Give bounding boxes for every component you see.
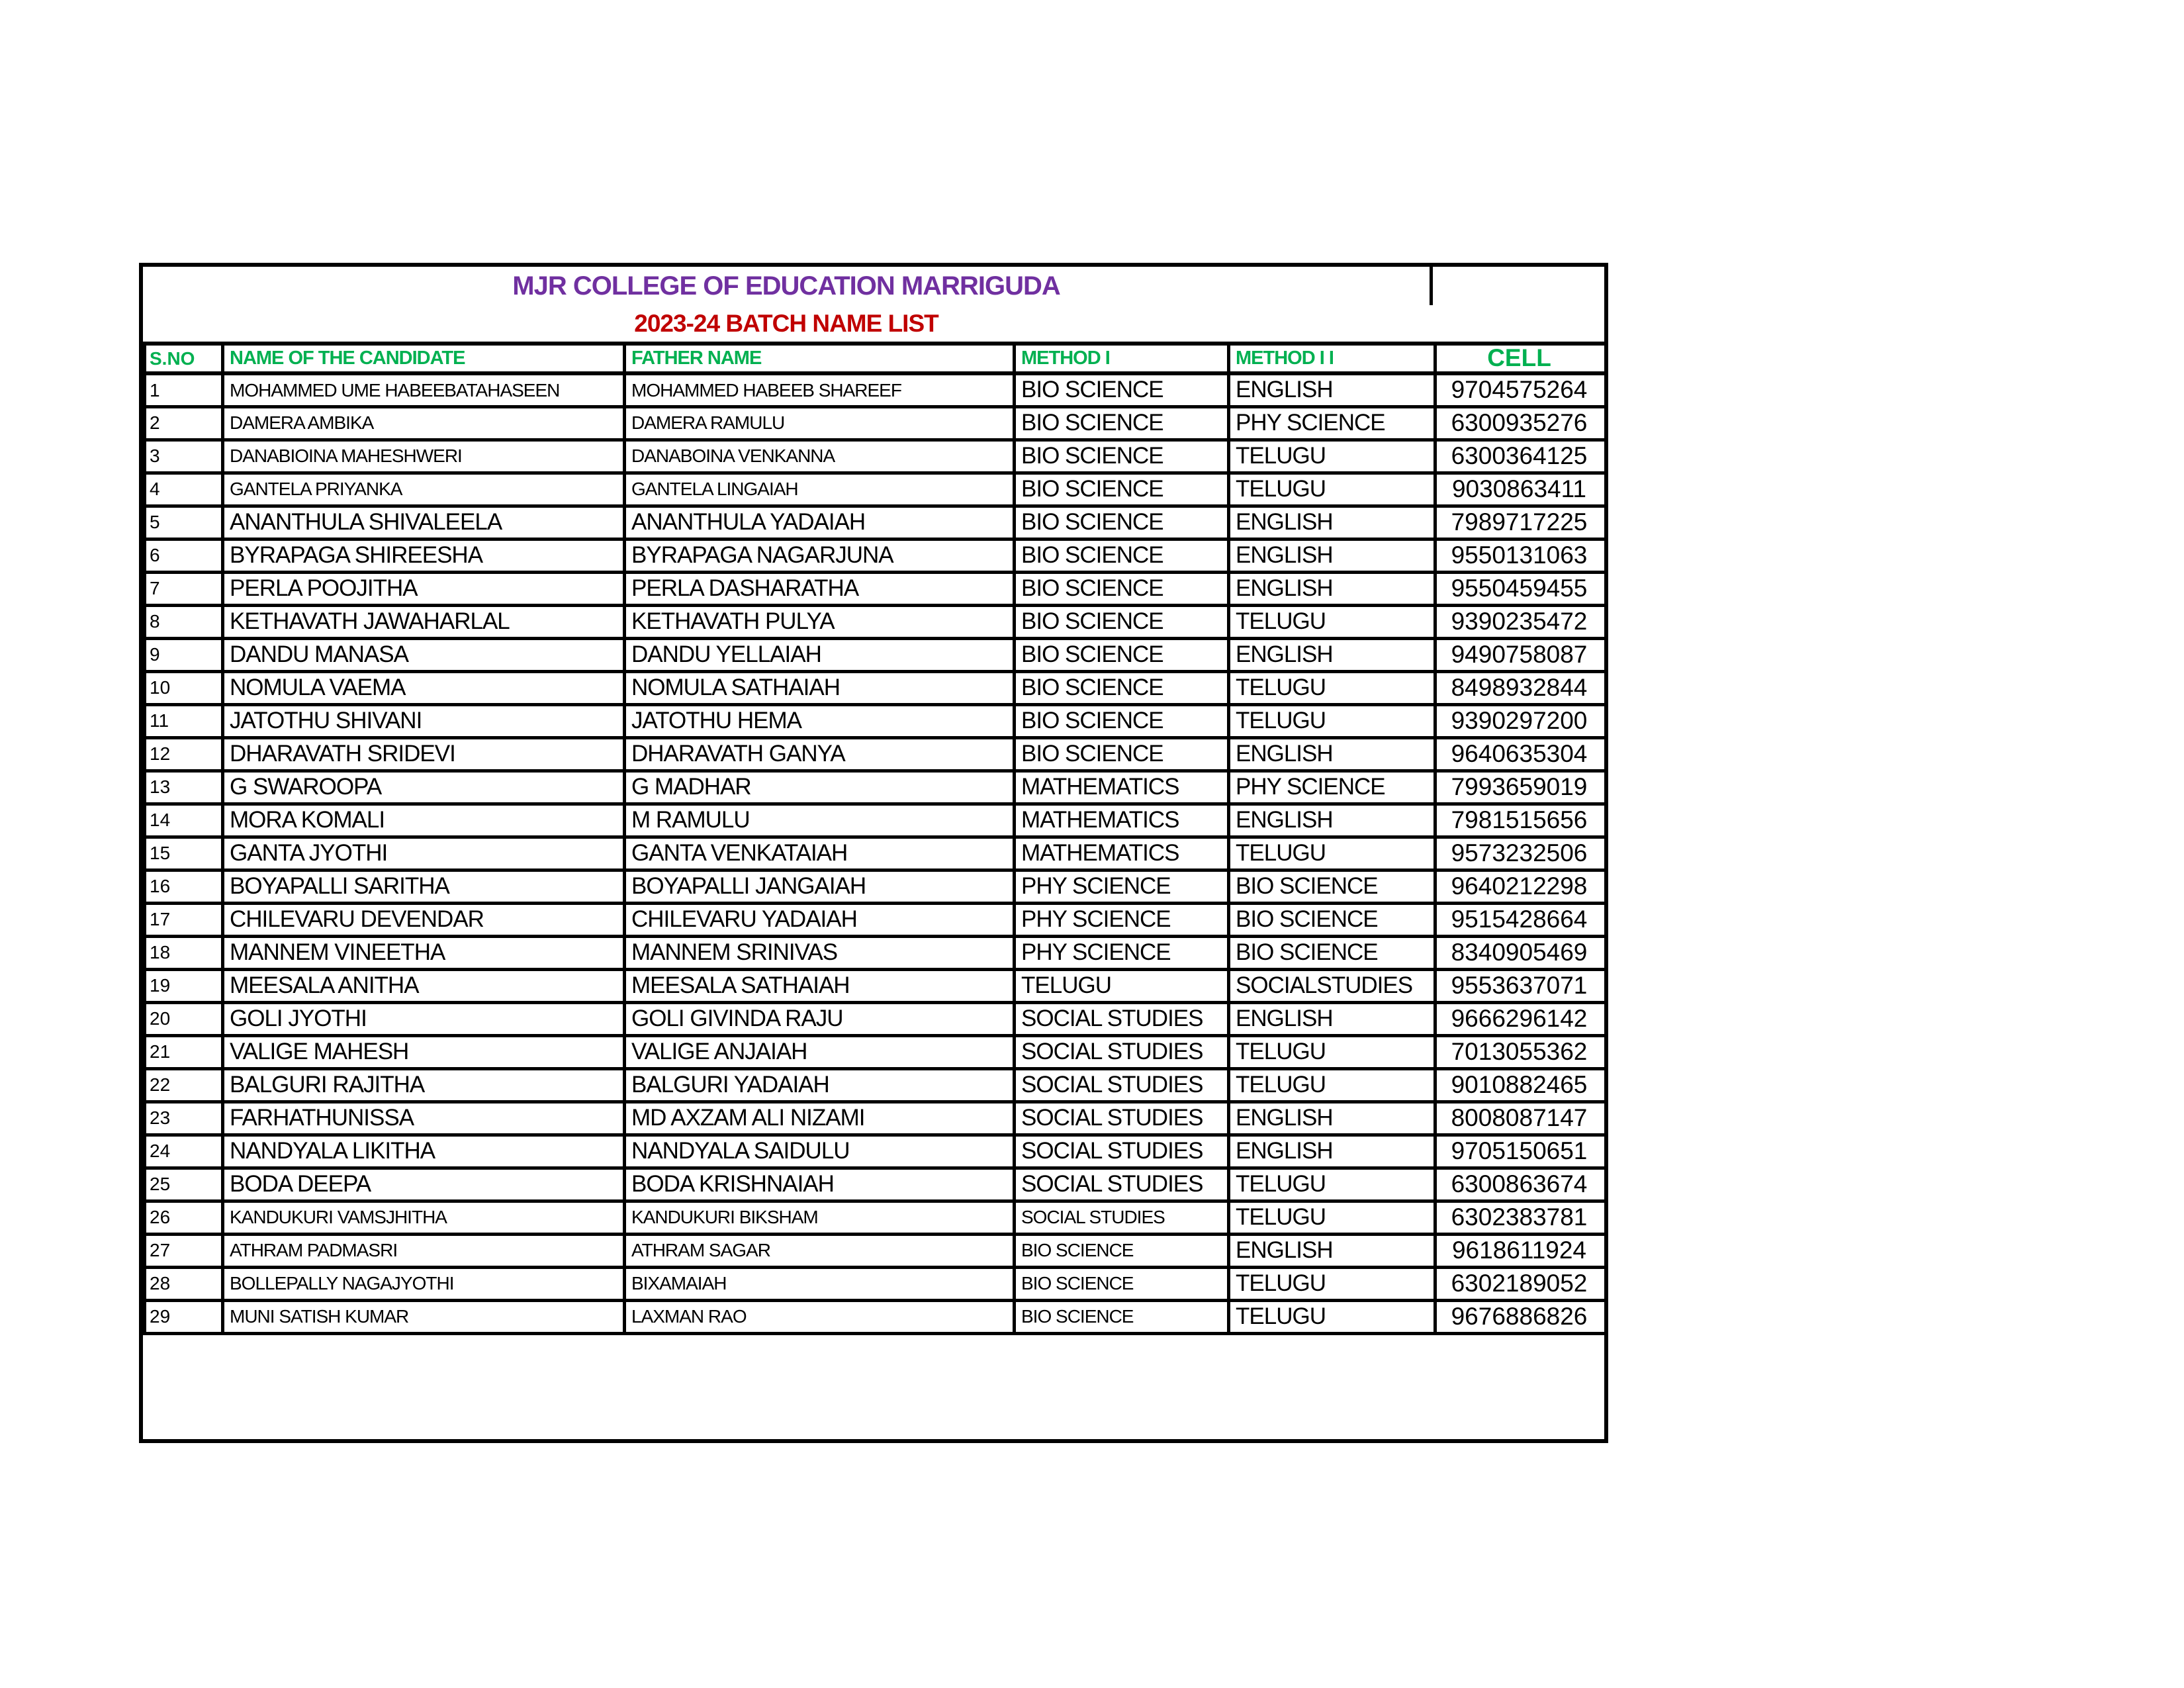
cell-method1: SOCIAL STUDIES	[1015, 1201, 1229, 1234]
table-row	[145, 804, 1606, 837]
cell-phone-number: 6300364125	[1435, 440, 1606, 473]
cell-candidate-name: BODA DEEPA	[223, 1168, 625, 1201]
cell-candidate-name: BOLLEPALLY NAGAJYOTHI	[223, 1267, 625, 1300]
cell-phone-number: 9550131063	[1435, 539, 1606, 572]
cell-method2: TELUGU	[1229, 837, 1435, 870]
cell-method2: ENGLISH	[1229, 373, 1435, 406]
cell-phone-number: 9553637071	[1435, 969, 1606, 1002]
table-row	[145, 1201, 1606, 1234]
cell-method1: BIO SCIENCE	[1015, 539, 1229, 572]
batch-table	[143, 342, 1608, 1335]
cell-method1: PHY SCIENCE	[1015, 903, 1229, 936]
cell-father-name: DANDU YELLAIAH	[625, 638, 1015, 671]
cell-candidate-name: GANTELA PRIYANKA	[223, 473, 625, 506]
cell-father-name: M RAMULU	[625, 804, 1015, 837]
cell-candidate-name: GOLI JYOTHI	[223, 1002, 625, 1035]
cell-candidate-name: GANTA JYOTHI	[223, 837, 625, 870]
cell-method2: PHY SCIENCE	[1229, 771, 1435, 804]
cell-method2: TELUGU	[1229, 1300, 1435, 1333]
cell-phone-number: 7989717225	[1435, 506, 1606, 539]
cell-candidate-name: MEESALA ANITHA	[223, 969, 625, 1002]
batch-title: 2023-24 BATCH NAME LIST	[634, 309, 938, 337]
cell-method1: BIO SCIENCE	[1015, 638, 1229, 671]
cell-method2: ENGLISH	[1229, 1102, 1435, 1135]
cell-candidate-name: JATOTHU SHIVANI	[223, 704, 625, 737]
cell-method2: ENGLISH	[1229, 539, 1435, 572]
column-header-method1: METHOD I	[1015, 344, 1229, 373]
cell-phone-number: 9640635304	[1435, 737, 1606, 771]
cell-method2: TELUGU	[1229, 704, 1435, 737]
cell-phone-number: 7981515656	[1435, 804, 1606, 837]
table-row	[145, 1135, 1606, 1168]
cell-father-name: KANDUKURI BIKSHAM	[625, 1201, 1015, 1234]
cell-phone-number: 9573232506	[1435, 837, 1606, 870]
cell-father-name: NANDYALA SAIDULU	[625, 1135, 1015, 1168]
batch-name-list-sheet	[139, 263, 1608, 1443]
cell-father-name: ANANTHULA YADAIAH	[625, 506, 1015, 539]
cell-father-name: VALIGE ANJAIAH	[625, 1035, 1015, 1068]
cell-method1: BIO SCIENCE	[1015, 473, 1229, 506]
table-row	[145, 1068, 1606, 1102]
cell-phone-number: 8340905469	[1435, 936, 1606, 969]
cell-method1: SOCIAL STUDIES	[1015, 1002, 1229, 1035]
table-row	[145, 572, 1606, 605]
cell-sno: 29	[145, 1300, 223, 1333]
cell-candidate-name: DANABIOINA MAHESHWERI	[223, 440, 625, 473]
cell-method2: TELUGU	[1229, 1201, 1435, 1234]
cell-sno: 8	[145, 605, 223, 638]
cell-sno: 14	[145, 804, 223, 837]
cell-sno: 17	[145, 903, 223, 936]
table-row	[145, 638, 1606, 671]
table-row	[145, 903, 1606, 936]
cell-sno: 11	[145, 704, 223, 737]
cell-phone-number: 9030863411	[1435, 473, 1606, 506]
cell-father-name: CHILEVARU YADAIAH	[625, 903, 1015, 936]
cell-method1: SOCIAL STUDIES	[1015, 1135, 1229, 1168]
cell-sno: 20	[145, 1002, 223, 1035]
cell-father-name: GANTA VENKATAIAH	[625, 837, 1015, 870]
cell-sno: 15	[145, 837, 223, 870]
cell-candidate-name: ATHRAM PADMASRI	[223, 1234, 625, 1267]
cell-method2: SOCIALSTUDIES	[1229, 969, 1435, 1002]
cell-candidate-name: MUNI SATISH KUMAR	[223, 1300, 625, 1333]
cell-candidate-name: MORA KOMALI	[223, 804, 625, 837]
cell-father-name: BOYAPALLI JANGAIAH	[625, 870, 1015, 903]
table-row	[145, 936, 1606, 969]
cell-father-name: BIXAMAIAH	[625, 1267, 1015, 1300]
table-row	[145, 506, 1606, 539]
cell-phone-number: 7993659019	[1435, 771, 1606, 804]
cell-sno: 25	[145, 1168, 223, 1201]
cell-method1: BIO SCIENCE	[1015, 440, 1229, 473]
cell-candidate-name: NOMULA VAEMA	[223, 671, 625, 704]
cell-father-name: LAXMAN RAO	[625, 1300, 1015, 1333]
cell-father-name: ATHRAM SAGAR	[625, 1234, 1015, 1267]
cell-candidate-name: MOHAMMED UME HABEEBATAHASEEN	[223, 373, 625, 406]
column-header-candidate: NAME OF THE CANDIDATE	[223, 344, 625, 373]
cell-phone-number: 9640212298	[1435, 870, 1606, 903]
cell-father-name: BODA KRISHNAIAH	[625, 1168, 1015, 1201]
cell-phone-number: 6300935276	[1435, 406, 1606, 440]
cell-method1: BIO SCIENCE	[1015, 704, 1229, 737]
cell-method2: TELUGU	[1229, 473, 1435, 506]
cell-phone-number: 9676886826	[1435, 1300, 1606, 1333]
column-header-cell: CELL	[1435, 344, 1606, 373]
cell-sno: 13	[145, 771, 223, 804]
table-row	[145, 1168, 1606, 1201]
cell-candidate-name: KETHAVATH JAWAHARLAL	[223, 605, 625, 638]
cell-sno: 23	[145, 1102, 223, 1135]
cell-method1: BIO SCIENCE	[1015, 1234, 1229, 1267]
cell-sno: 9	[145, 638, 223, 671]
cell-candidate-name: ANANTHULA SHIVALEELA	[223, 506, 625, 539]
cell-phone-number: 6302189052	[1435, 1267, 1606, 1300]
cell-method1: BIO SCIENCE	[1015, 572, 1229, 605]
cell-phone-number: 9390235472	[1435, 605, 1606, 638]
table-row	[145, 406, 1606, 440]
cell-candidate-name: BYRAPAGA SHIREESHA	[223, 539, 625, 572]
cell-method1: SOCIAL STUDIES	[1015, 1168, 1229, 1201]
cell-father-name: PERLA DASHARATHA	[625, 572, 1015, 605]
cell-candidate-name: BOYAPALLI SARITHA	[223, 870, 625, 903]
cell-method1: PHY SCIENCE	[1015, 870, 1229, 903]
cell-method1: BIO SCIENCE	[1015, 1267, 1229, 1300]
cell-phone-number: 9704575264	[1435, 373, 1606, 406]
cell-method1: TELUGU	[1015, 969, 1229, 1002]
cell-phone-number: 9515428664	[1435, 903, 1606, 936]
cell-father-name: MANNEM SRINIVAS	[625, 936, 1015, 969]
cell-sno: 4	[145, 473, 223, 506]
cell-phone-number: 7013055362	[1435, 1035, 1606, 1068]
cell-sno: 12	[145, 737, 223, 771]
cell-method1: MATHEMATICS	[1015, 804, 1229, 837]
cell-method2: ENGLISH	[1229, 572, 1435, 605]
cell-method1: MATHEMATICS	[1015, 771, 1229, 804]
cell-phone-number: 9390297200	[1435, 704, 1606, 737]
cell-method2: ENGLISH	[1229, 1135, 1435, 1168]
cell-father-name: BYRAPAGA NAGARJUNA	[625, 539, 1015, 572]
table-row	[145, 1035, 1606, 1068]
cell-method2: ENGLISH	[1229, 638, 1435, 671]
cell-method2: TELUGU	[1229, 671, 1435, 704]
cell-sno: 5	[145, 506, 223, 539]
cell-father-name: GOLI GIVINDA RAJU	[625, 1002, 1015, 1035]
cell-method2: BIO SCIENCE	[1229, 936, 1435, 969]
cell-father-name: JATOTHU HEMA	[625, 704, 1015, 737]
cell-method2: TELUGU	[1229, 440, 1435, 473]
cell-father-name: DAMERA RAMULU	[625, 406, 1015, 440]
table-row	[145, 373, 1606, 406]
title-cell-column-divider	[1430, 267, 1433, 305]
table-row	[145, 440, 1606, 473]
cell-method2: TELUGU	[1229, 1267, 1435, 1300]
table-row	[145, 1002, 1606, 1035]
cell-sno: 21	[145, 1035, 223, 1068]
cell-phone-number: 9666296142	[1435, 1002, 1606, 1035]
column-header-sno: S.NO	[145, 344, 223, 373]
college-title: MJR COLLEGE OF EDUCATION MARRIGUDA	[512, 271, 1060, 301]
cell-candidate-name: KANDUKURI VAMSJHITHA	[223, 1201, 625, 1234]
cell-method2: ENGLISH	[1229, 737, 1435, 771]
cell-phone-number: 9010882465	[1435, 1068, 1606, 1102]
cell-candidate-name: CHILEVARU DEVENDAR	[223, 903, 625, 936]
cell-father-name: BALGURI YADAIAH	[625, 1068, 1015, 1102]
cell-method1: BIO SCIENCE	[1015, 671, 1229, 704]
cell-method1: MATHEMATICS	[1015, 837, 1229, 870]
cell-father-name: MD AXZAM ALI NIZAMI	[625, 1102, 1015, 1135]
cell-phone-number: 6300863674	[1435, 1168, 1606, 1201]
cell-method1: BIO SCIENCE	[1015, 737, 1229, 771]
cell-sno: 27	[145, 1234, 223, 1267]
cell-sno: 3	[145, 440, 223, 473]
table-row	[145, 870, 1606, 903]
table-row	[145, 605, 1606, 638]
cell-candidate-name: VALIGE MAHESH	[223, 1035, 625, 1068]
table-row	[145, 671, 1606, 704]
header-row	[145, 344, 1606, 373]
cell-phone-number: 9490758087	[1435, 638, 1606, 671]
table-row	[145, 1300, 1606, 1333]
cell-sno: 7	[145, 572, 223, 605]
cell-phone-number: 9550459455	[1435, 572, 1606, 605]
cell-father-name: KETHAVATH PULYA	[625, 605, 1015, 638]
cell-method1: SOCIAL STUDIES	[1015, 1102, 1229, 1135]
cell-father-name: MOHAMMED HABEEB SHAREEF	[625, 373, 1015, 406]
cell-candidate-name: DHARAVATH SRIDEVI	[223, 737, 625, 771]
table-body	[145, 373, 1606, 1333]
cell-phone-number: 9618611924	[1435, 1234, 1606, 1267]
cell-sno: 26	[145, 1201, 223, 1234]
cell-father-name: DANABOINA VENKANNA	[625, 440, 1015, 473]
cell-candidate-name: NANDYALA LIKITHA	[223, 1135, 625, 1168]
cell-sno: 22	[145, 1068, 223, 1102]
cell-candidate-name: FARHATHUNISSA	[223, 1102, 625, 1135]
cell-method2: TELUGU	[1229, 605, 1435, 638]
cell-sno: 24	[145, 1135, 223, 1168]
cell-phone-number: 9705150651	[1435, 1135, 1606, 1168]
cell-sno: 1	[145, 373, 223, 406]
table-row	[145, 1102, 1606, 1135]
cell-sno: 6	[145, 539, 223, 572]
cell-candidate-name: DANDU MANASA	[223, 638, 625, 671]
cell-method1: SOCIAL STUDIES	[1015, 1068, 1229, 1102]
cell-father-name: G MADHAR	[625, 771, 1015, 804]
cell-candidate-name: PERLA POOJITHA	[223, 572, 625, 605]
cell-candidate-name: G SWAROOPA	[223, 771, 625, 804]
table-row	[145, 473, 1606, 506]
table-row	[145, 969, 1606, 1002]
table-row	[145, 704, 1606, 737]
cell-method2: ENGLISH	[1229, 1002, 1435, 1035]
cell-sno: 2	[145, 406, 223, 440]
cell-phone-number: 8498932844	[1435, 671, 1606, 704]
cell-method2: TELUGU	[1229, 1068, 1435, 1102]
column-header-method2: METHOD I I	[1229, 344, 1435, 373]
cell-phone-number: 8008087147	[1435, 1102, 1606, 1135]
cell-sno: 19	[145, 969, 223, 1002]
table-row	[145, 539, 1606, 572]
cell-sno: 28	[145, 1267, 223, 1300]
cell-method1: BIO SCIENCE	[1015, 406, 1229, 440]
cell-method1: SOCIAL STUDIES	[1015, 1035, 1229, 1068]
cell-method2: TELUGU	[1229, 1168, 1435, 1201]
cell-sno: 10	[145, 671, 223, 704]
cell-method2: BIO SCIENCE	[1229, 903, 1435, 936]
cell-method2: ENGLISH	[1229, 804, 1435, 837]
cell-sno: 18	[145, 936, 223, 969]
cell-method1: BIO SCIENCE	[1015, 373, 1229, 406]
cell-father-name: MEESALA SATHAIAH	[625, 969, 1015, 1002]
cell-method2: BIO SCIENCE	[1229, 870, 1435, 903]
table-row	[145, 1234, 1606, 1267]
cell-candidate-name: BALGURI RAJITHA	[223, 1068, 625, 1102]
cell-candidate-name: MANNEM VINEETHA	[223, 936, 625, 969]
table-row	[145, 737, 1606, 771]
table-row	[145, 771, 1606, 804]
cell-phone-number: 6302383781	[1435, 1201, 1606, 1234]
cell-father-name: DHARAVATH GANYA	[625, 737, 1015, 771]
cell-method1: BIO SCIENCE	[1015, 506, 1229, 539]
title-block	[143, 267, 1604, 342]
cell-father-name: GANTELA LINGAIAH	[625, 473, 1015, 506]
cell-sno: 16	[145, 870, 223, 903]
cell-method2: TELUGU	[1229, 1035, 1435, 1068]
table-row	[145, 1267, 1606, 1300]
column-header-father: FATHER NAME	[625, 344, 1015, 373]
cell-father-name: NOMULA SATHAIAH	[625, 671, 1015, 704]
cell-method2: ENGLISH	[1229, 506, 1435, 539]
table-row	[145, 837, 1606, 870]
cell-method1: BIO SCIENCE	[1015, 605, 1229, 638]
cell-method1: PHY SCIENCE	[1015, 936, 1229, 969]
cell-method1: BIO SCIENCE	[1015, 1300, 1229, 1333]
cell-method2: PHY SCIENCE	[1229, 406, 1435, 440]
cell-method2: ENGLISH	[1229, 1234, 1435, 1267]
cell-candidate-name: DAMERA AMBIKA	[223, 406, 625, 440]
